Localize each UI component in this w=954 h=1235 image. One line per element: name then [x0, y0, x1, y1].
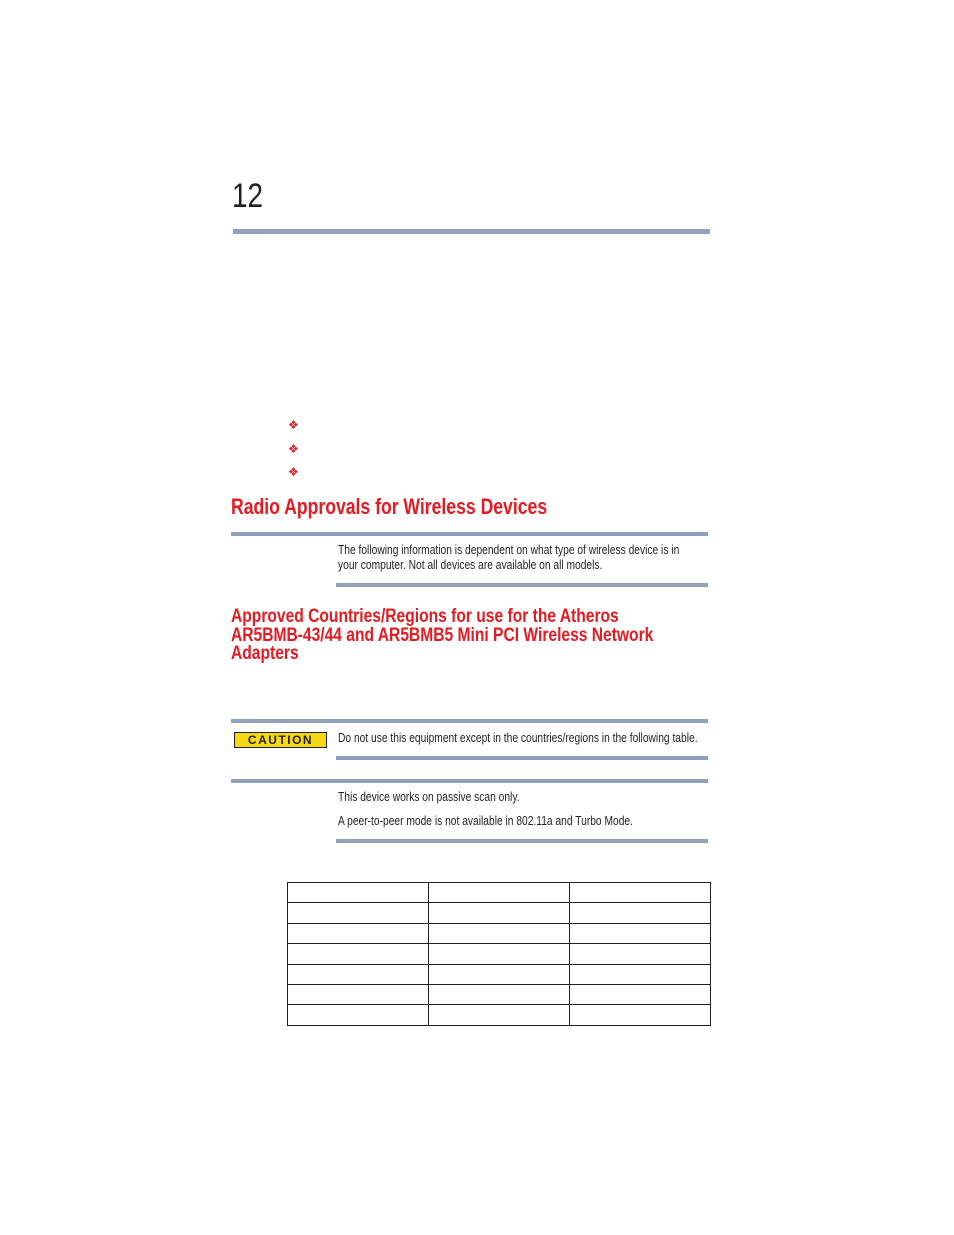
table-row [288, 964, 711, 984]
table-row [288, 1005, 711, 1025]
table-cell [288, 944, 429, 964]
bullet-icon: ❖ [288, 465, 299, 479]
notes-bottom-rule [336, 839, 708, 843]
table-cell [570, 944, 711, 964]
bullet-icon: ❖ [288, 442, 299, 456]
table-cell [429, 903, 570, 923]
section-heading: Radio Approvals for Wireless Devices [231, 494, 548, 519]
caution-text: Do not use this equipment except in the countries/regions in the following table. [338, 731, 698, 745]
note-passive-scan: This device works on passive scan only. [338, 790, 520, 804]
table-row [288, 984, 711, 1004]
section-heading-rule [231, 532, 708, 536]
note-peer-to-peer: A peer-to-peer mode is not available in 802.11a and Turbo Mode. [338, 814, 633, 828]
page-number: 12 [232, 177, 264, 215]
table-row [288, 903, 711, 923]
caution-badge-label: CAUTION [247, 733, 314, 747]
table-row [288, 944, 711, 964]
table-cell [570, 883, 711, 903]
caution-bottom-rule [336, 756, 708, 760]
table-cell [429, 1005, 570, 1025]
table-cell [429, 984, 570, 1004]
table-cell [429, 923, 570, 943]
countries-table [287, 882, 711, 1026]
table-cell [288, 923, 429, 943]
table-cell [570, 984, 711, 1004]
table-cell [570, 923, 711, 943]
section-note-rule [336, 583, 708, 587]
subsection-heading-line: Adapters [231, 642, 299, 665]
table-cell [288, 883, 429, 903]
caution-badge [234, 732, 327, 748]
subsection-heading [231, 607, 653, 663]
table-cell [429, 944, 570, 964]
subsection-heading-line: AR5BMB-43/44 and AR5BMB5 Mini PCI Wireless Network [231, 623, 654, 646]
section-note-line: The following information is dependent on what type of wireless device is in [338, 543, 680, 557]
notes-top-rule [231, 779, 708, 783]
table-cell [288, 1005, 429, 1025]
table-row [288, 883, 711, 903]
table-cell [429, 883, 570, 903]
table-cell [570, 1005, 711, 1025]
table-cell [570, 903, 711, 923]
caution-top-rule [231, 719, 708, 723]
table-row [288, 923, 711, 943]
section-note-line: your computer. Not all devices are available on all models. [338, 558, 603, 572]
bullet-icon: ❖ [288, 418, 299, 432]
header-rule [233, 229, 710, 234]
table-cell [288, 964, 429, 984]
table-cell [429, 964, 570, 984]
table-cell [288, 903, 429, 923]
table-cell [288, 984, 429, 1004]
table-cell [570, 964, 711, 984]
subsection-heading-line: Approved Countries/Regions for use for the Atheros [231, 605, 619, 627]
